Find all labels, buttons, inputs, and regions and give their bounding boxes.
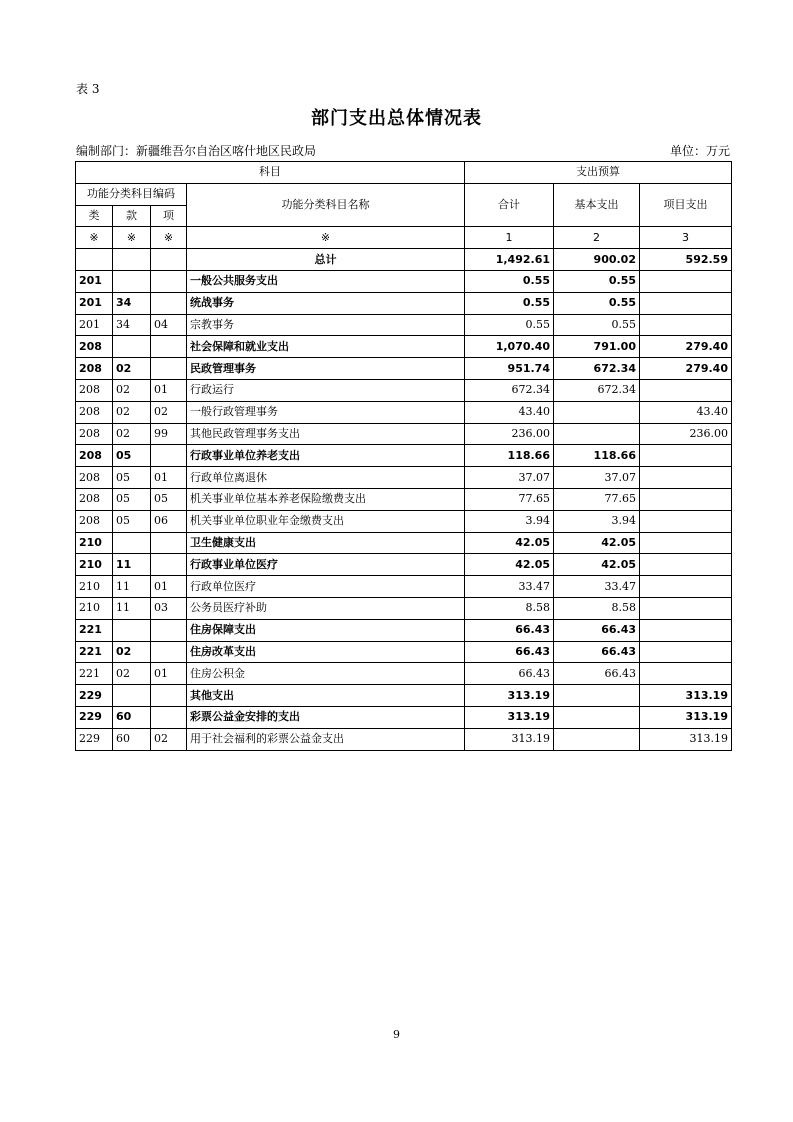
table-row	[76, 314, 732, 336]
basic-cell: 118.66	[554, 445, 640, 467]
project-cell	[640, 379, 732, 401]
kuan-cell: 05	[113, 510, 151, 532]
xiang-cell	[151, 292, 187, 314]
lei-cell: 229	[76, 728, 113, 750]
lei-cell: 201	[76, 314, 113, 336]
xiang-cell: 99	[151, 423, 187, 445]
subject-name-cell: 用于社会福利的彩票公益金支出	[187, 728, 465, 750]
table-row	[76, 467, 732, 489]
subject-name-cell: 民政管理事务	[187, 358, 465, 380]
subject-name-cell: 住房改革支出	[187, 641, 465, 663]
basic-cell: 66.43	[554, 619, 640, 641]
total-amount: 1,492.61	[465, 249, 554, 271]
kuan-cell: 02	[113, 379, 151, 401]
subject-name-cell: 行政运行	[187, 379, 465, 401]
total-cell: 77.65	[465, 488, 554, 510]
basic-cell: 77.65	[554, 488, 640, 510]
xiang-cell: 04	[151, 314, 187, 336]
table-row	[76, 641, 732, 663]
lei-cell: 208	[76, 379, 113, 401]
project-cell	[640, 641, 732, 663]
basic-cell: 3.94	[554, 510, 640, 532]
total-cell: 3.94	[465, 510, 554, 532]
lei-cell: 208	[76, 336, 113, 358]
index-1: 1	[465, 227, 554, 249]
subject-name-cell: 机关事业单位职业年金缴费支出	[187, 510, 465, 532]
subject-name-cell: 其他支出	[187, 685, 465, 707]
subject-name-cell: 社会保障和就业支出	[187, 336, 465, 358]
mark-xiang: ※	[151, 227, 187, 249]
project-cell	[640, 619, 732, 641]
project-cell	[640, 314, 732, 336]
lei-cell: 208	[76, 358, 113, 380]
xiang-cell: 05	[151, 488, 187, 510]
xiang-cell	[151, 685, 187, 707]
lei-cell: 208	[76, 445, 113, 467]
total-cell: 43.40	[465, 401, 554, 423]
kuan-cell	[113, 619, 151, 641]
total-cell: 37.07	[465, 467, 554, 489]
basic-cell: 672.34	[554, 379, 640, 401]
total-cell: 0.55	[465, 314, 554, 336]
lei-cell: 229	[76, 706, 113, 728]
kuan-cell: 05	[113, 467, 151, 489]
total-label: 总计	[187, 249, 465, 271]
kuan-cell: 11	[113, 576, 151, 598]
subject-name-cell: 行政事业单位养老支出	[187, 445, 465, 467]
xiang-cell: 01	[151, 467, 187, 489]
lei-cell: 208	[76, 510, 113, 532]
total-cell: 0.55	[465, 292, 554, 314]
kuan-cell	[113, 685, 151, 707]
lei-cell: 208	[76, 401, 113, 423]
subject-name-cell: 其他民政管理事务支出	[187, 423, 465, 445]
subject-name-cell: 彩票公益金安排的支出	[187, 706, 465, 728]
basic-cell: 42.05	[554, 532, 640, 554]
lei-cell: 221	[76, 663, 113, 685]
project-cell	[640, 510, 732, 532]
total-row	[76, 249, 732, 271]
project-cell	[640, 445, 732, 467]
total-cell: 951.74	[465, 358, 554, 380]
subject-name-cell: 住房公积金	[187, 663, 465, 685]
table-row	[76, 619, 732, 641]
header-code-group: 功能分类科目编码	[76, 183, 187, 205]
basic-cell	[554, 728, 640, 750]
project-cell: 236.00	[640, 423, 732, 445]
basic-cell: 42.05	[554, 554, 640, 576]
total-project: 592.59	[640, 249, 732, 271]
total-cell: 66.43	[465, 641, 554, 663]
total-cell: 1,070.40	[465, 336, 554, 358]
total-cell: 236.00	[465, 423, 554, 445]
table-row	[76, 292, 732, 314]
table-row	[76, 488, 732, 510]
kuan-cell	[113, 532, 151, 554]
table-number-label: 表 3	[76, 82, 100, 96]
basic-cell	[554, 706, 640, 728]
project-cell	[640, 488, 732, 510]
page-title: 部门支出总体情况表	[311, 108, 482, 129]
basic-cell	[554, 685, 640, 707]
xiang-cell	[151, 358, 187, 380]
lei-cell: 208	[76, 467, 113, 489]
table-row	[76, 401, 732, 423]
subject-name-cell: 卫生健康支出	[187, 532, 465, 554]
table-row	[76, 728, 732, 750]
subject-name-cell: 行政单位医疗	[187, 576, 465, 598]
xiang-cell	[151, 706, 187, 728]
department-label: 编制部门：新疆维吾尔自治区喀什地区民政局	[76, 144, 317, 158]
project-cell: 279.40	[640, 336, 732, 358]
table-row	[76, 576, 732, 598]
lei-cell: 201	[76, 270, 113, 292]
project-cell: 313.19	[640, 728, 732, 750]
kuan-cell: 02	[113, 663, 151, 685]
lei-cell: 221	[76, 641, 113, 663]
project-cell	[640, 597, 732, 619]
lei-cell: 210	[76, 597, 113, 619]
subject-name-cell: 宗教事务	[187, 314, 465, 336]
total-cell: 42.05	[465, 532, 554, 554]
table-row	[76, 532, 732, 554]
total-cell: 66.43	[465, 619, 554, 641]
lei-cell: 210	[76, 554, 113, 576]
project-cell	[640, 292, 732, 314]
total-cell: 313.19	[465, 706, 554, 728]
subject-name-cell: 统战事务	[187, 292, 465, 314]
basic-cell	[554, 401, 640, 423]
unit-label: 单位：万元	[669, 144, 730, 158]
table-row	[76, 270, 732, 292]
project-cell	[640, 576, 732, 598]
lei-cell: 210	[76, 576, 113, 598]
project-cell: 279.40	[640, 358, 732, 380]
header-row-2	[76, 183, 732, 205]
table-row	[76, 706, 732, 728]
header-row-1	[76, 162, 732, 184]
mark-lei: ※	[76, 227, 113, 249]
project-cell: 43.40	[640, 401, 732, 423]
table-row	[76, 336, 732, 358]
project-cell: 313.19	[640, 685, 732, 707]
table-row	[76, 510, 732, 532]
kuan-cell: 02	[113, 358, 151, 380]
kuan-cell: 34	[113, 292, 151, 314]
basic-cell: 33.47	[554, 576, 640, 598]
kuan-cell: 02	[113, 401, 151, 423]
header-lei: 类	[76, 205, 113, 227]
kuan-cell: 05	[113, 445, 151, 467]
xiang-cell: 06	[151, 510, 187, 532]
xiang-cell	[151, 532, 187, 554]
basic-cell: 0.55	[554, 314, 640, 336]
total-cell: 8.58	[465, 597, 554, 619]
total-cell: 313.19	[465, 685, 554, 707]
basic-cell: 8.58	[554, 597, 640, 619]
basic-cell: 66.43	[554, 641, 640, 663]
table-row	[76, 663, 732, 685]
total-cell: 66.43	[465, 663, 554, 685]
expenditure-table	[75, 161, 732, 751]
total-cell: 672.34	[465, 379, 554, 401]
kuan-cell: 11	[113, 554, 151, 576]
basic-cell: 0.55	[554, 292, 640, 314]
table-row	[76, 554, 732, 576]
header-project: 项目支出	[640, 183, 732, 227]
xiang-cell	[151, 641, 187, 663]
total-basic: 900.02	[554, 249, 640, 271]
header-budget: 支出预算	[465, 162, 732, 184]
total-cell: 42.05	[465, 554, 554, 576]
table-row	[76, 358, 732, 380]
kuan-cell: 02	[113, 423, 151, 445]
mark-name: ※	[187, 227, 465, 249]
header-kuan: 款	[113, 205, 151, 227]
subject-name-cell: 公务员医疗补助	[187, 597, 465, 619]
index-2: 2	[554, 227, 640, 249]
lei-cell: 208	[76, 423, 113, 445]
basic-cell: 0.55	[554, 270, 640, 292]
total-kuan-cell	[113, 249, 151, 271]
kuan-cell: 05	[113, 488, 151, 510]
xiang-cell: 01	[151, 379, 187, 401]
project-cell	[640, 532, 732, 554]
header-xiang: 项	[151, 205, 187, 227]
basic-cell: 37.07	[554, 467, 640, 489]
table-row	[76, 445, 732, 467]
total-lei-cell	[76, 249, 113, 271]
kuan-cell: 02	[113, 641, 151, 663]
header-total: 合计	[465, 183, 554, 227]
kuan-cell: 60	[113, 706, 151, 728]
header-basic: 基本支出	[554, 183, 640, 227]
basic-cell	[554, 423, 640, 445]
subject-name-cell: 行政单位离退休	[187, 467, 465, 489]
xiang-cell	[151, 554, 187, 576]
subject-name-cell: 住房保障支出	[187, 619, 465, 641]
mark-kuan: ※	[113, 227, 151, 249]
subject-name-cell: 一般公共服务支出	[187, 270, 465, 292]
basic-cell: 791.00	[554, 336, 640, 358]
subject-name-cell: 一般行政管理事务	[187, 401, 465, 423]
xiang-cell	[151, 445, 187, 467]
xiang-cell	[151, 336, 187, 358]
xiang-cell: 03	[151, 597, 187, 619]
xiang-cell	[151, 619, 187, 641]
lei-cell: 221	[76, 619, 113, 641]
kuan-cell: 34	[113, 314, 151, 336]
project-cell	[640, 663, 732, 685]
xiang-cell: 02	[151, 728, 187, 750]
total-xiang-cell	[151, 249, 187, 271]
lei-cell: 210	[76, 532, 113, 554]
xiang-cell	[151, 270, 187, 292]
xiang-cell: 01	[151, 663, 187, 685]
lei-cell: 201	[76, 292, 113, 314]
header-row-4	[76, 227, 732, 249]
project-cell: 313.19	[640, 706, 732, 728]
lei-cell: 208	[76, 488, 113, 510]
index-3: 3	[640, 227, 732, 249]
total-cell: 118.66	[465, 445, 554, 467]
total-cell: 0.55	[465, 270, 554, 292]
kuan-cell: 60	[113, 728, 151, 750]
subject-name-cell: 机关事业单位基本养老保险缴费支出	[187, 488, 465, 510]
header-subject: 科目	[76, 162, 465, 184]
project-cell	[640, 554, 732, 576]
kuan-cell: 11	[113, 597, 151, 619]
xiang-cell: 01	[151, 576, 187, 598]
page-number: 9	[393, 1028, 400, 1041]
header-subject-name: 功能分类科目名称	[187, 183, 465, 227]
basic-cell: 66.43	[554, 663, 640, 685]
kuan-cell	[113, 336, 151, 358]
project-cell	[640, 467, 732, 489]
basic-cell: 672.34	[554, 358, 640, 380]
lei-cell: 229	[76, 685, 113, 707]
table-row	[76, 597, 732, 619]
table-row	[76, 685, 732, 707]
xiang-cell: 02	[151, 401, 187, 423]
total-cell: 313.19	[465, 728, 554, 750]
project-cell	[640, 270, 732, 292]
subject-name-cell: 行政事业单位医疗	[187, 554, 465, 576]
table-row	[76, 423, 732, 445]
kuan-cell	[113, 270, 151, 292]
table-row	[76, 379, 732, 401]
total-cell: 33.47	[465, 576, 554, 598]
